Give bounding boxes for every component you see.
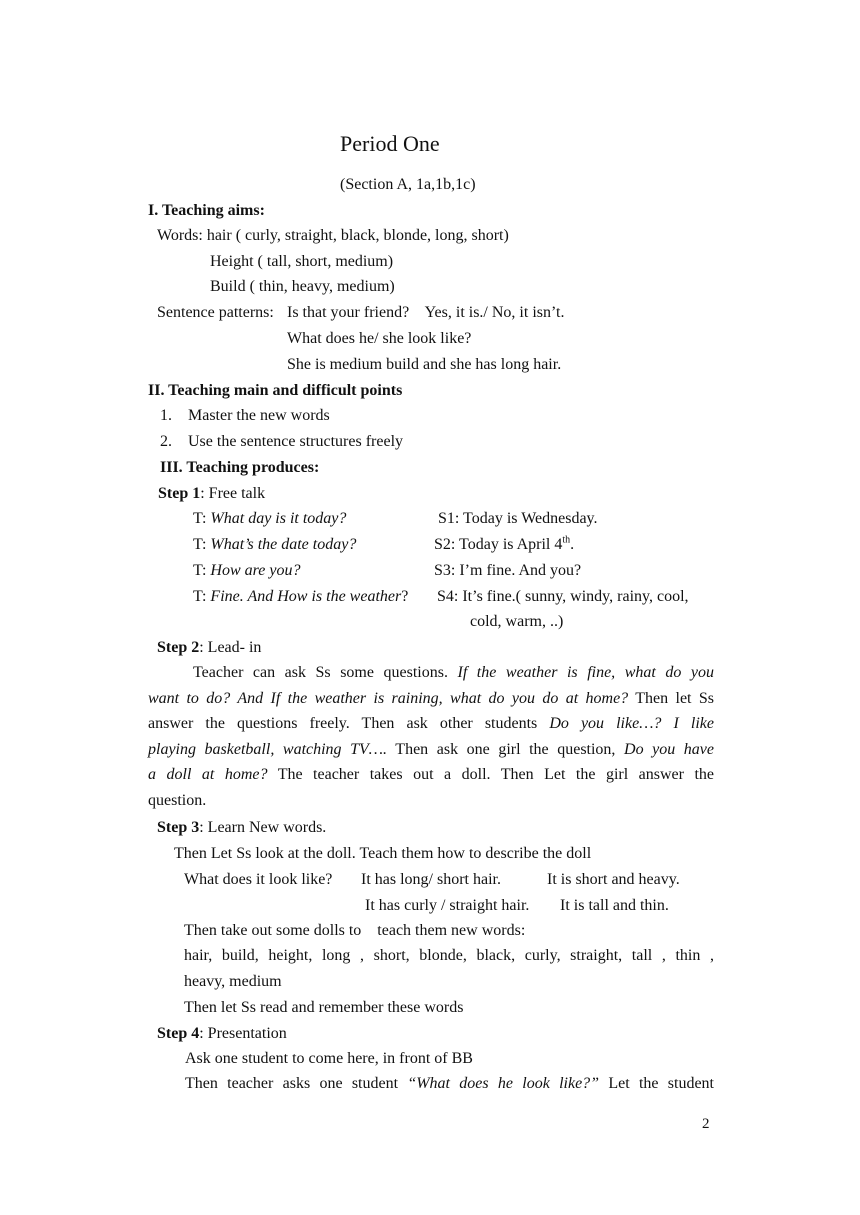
step-4-heading: Step 4: Presentation bbox=[157, 1025, 287, 1042]
step-3-line-7: Then let Ss read and remember these words bbox=[184, 999, 464, 1016]
step-2-paragraph-line: Teacher can ask Ss some questions. If the weather is fine, what do you bbox=[193, 664, 715, 681]
subtitle: (Section A, 1a,1b,1c) bbox=[340, 176, 476, 193]
page-title: Period One bbox=[340, 131, 440, 156]
step-3-line-2b: It has long/ short hair. bbox=[361, 871, 501, 888]
step-3-heading: Step 3: Learn New words. bbox=[157, 819, 327, 836]
words-build: Build ( thin, heavy, medium) bbox=[210, 278, 395, 295]
step-3-line-4: Then take out some dolls to teach them new words: bbox=[184, 922, 526, 939]
step-2-paragraph-line: playing basketball, watching TV…. Then ask one girl the question, Do you have bbox=[148, 740, 715, 758]
step-1-question-2: T: What’s the date today? bbox=[193, 536, 357, 553]
step-2-paragraph-line: question. bbox=[148, 791, 207, 809]
step-1-heading: Step 1: Free talk bbox=[158, 485, 266, 502]
step-3-line-3b: It is tall and thin. bbox=[560, 897, 669, 914]
step-2-heading: Step 2: Lead- in bbox=[157, 639, 262, 656]
point-1-number: 1. bbox=[160, 407, 172, 424]
step-2-paragraph-line: answer the questions freely. Then ask other students Do you like…? I like bbox=[148, 715, 714, 732]
step-1-answer-2: S2: Today is April 4th. bbox=[434, 534, 575, 553]
heading-teaching-aims: I. Teaching aims: bbox=[148, 202, 265, 219]
words-height: Height ( tall, short, medium) bbox=[210, 253, 394, 270]
step-1-answer-4: S4: It’s fine.( sunny, windy, rainy, cool, bbox=[437, 588, 689, 605]
step-1-answer-1: S1: Today is Wednesday. bbox=[438, 510, 598, 527]
pattern-1: Is that your friend? Yes, it is./ No, it isn’t. bbox=[287, 304, 565, 321]
step-3-line-2a: What does it look like? bbox=[184, 871, 333, 888]
sentence-patterns-label: Sentence patterns: bbox=[157, 304, 274, 321]
step-1-answer-4-continued: cold, warm, ..) bbox=[470, 613, 564, 630]
pattern-2: What does he/ she look like? bbox=[287, 330, 472, 347]
step-4-line-1: Ask one student to come here, in front of BB bbox=[185, 1050, 473, 1067]
point-2-number: 2. bbox=[160, 433, 172, 450]
step-3-line-3a: It has curly / straight hair. bbox=[365, 897, 530, 914]
step-3-line-2c: It is short and heavy. bbox=[547, 871, 680, 888]
step-3-line-6: heavy, medium bbox=[184, 973, 282, 990]
page-number: 2 bbox=[702, 1116, 710, 1132]
step-1-question-3: T: How are you? bbox=[193, 562, 301, 579]
step-1-question-1: T: What day is it today? bbox=[193, 510, 347, 527]
point-2: Use the sentence structures freely bbox=[188, 433, 404, 450]
step-3-line-1: Then Let Ss look at the doll. Teach them how to describe the doll bbox=[174, 845, 592, 862]
step-2-paragraph-line: want to do? And If the weather is raining, what do you do at home? Then let Ss bbox=[148, 689, 714, 707]
step-1-question-4: T: Fine. And How is the weather? bbox=[193, 588, 409, 605]
pattern-3: She is medium build and she has long hair. bbox=[287, 356, 562, 373]
point-1: Master the new words bbox=[188, 407, 330, 424]
step-1-answer-3: S3: I’m fine. And you? bbox=[434, 562, 582, 579]
heading-teaching-produces: III. Teaching produces: bbox=[160, 459, 320, 476]
heading-main-points: II. Teaching main and difficult points bbox=[148, 382, 403, 399]
step-2-paragraph-line: a doll at home? The teacher takes out a doll. Then Let the girl answer the bbox=[148, 766, 715, 783]
words-line: Words: hair ( curly, straight, black, blonde, long, short) bbox=[157, 227, 509, 244]
step-4-line-2: Then teacher asks one student “What does he look like?” Let the student bbox=[185, 1075, 714, 1092]
step-3-line-5: hair, build, height, long , short, blonde, black, curly, straight, tall , thin , bbox=[184, 947, 714, 964]
